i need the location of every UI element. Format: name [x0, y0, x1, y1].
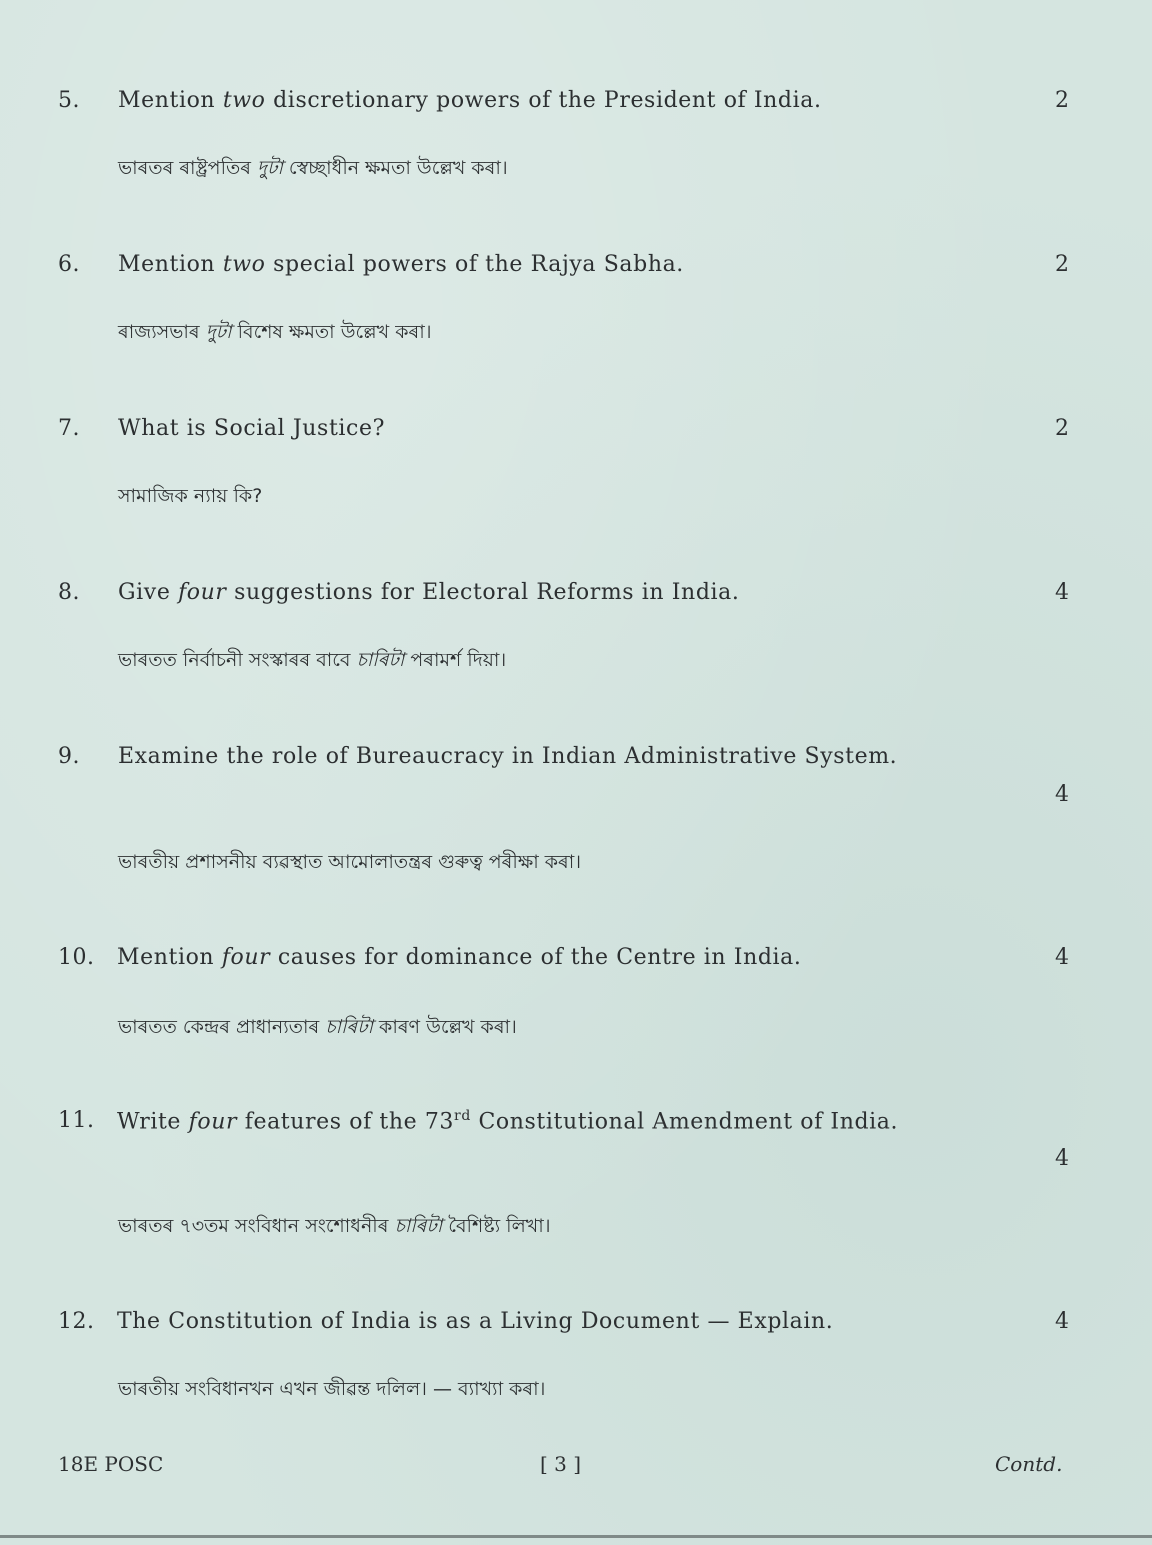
question-marks: 4 — [1055, 782, 1069, 807]
question-marks: 2 — [1055, 416, 1069, 441]
question-text-assamese: ৰাজ্যসভাৰ দুটা বিশেষ ক্ষমতা উল্লেখ কৰা। — [118, 321, 432, 343]
question-number: 12. — [58, 1309, 95, 1334]
question-text-assamese: ভাৰতীয় প্ৰশাসনীয় ব্যৱস্থাত আমোলাতন্ত্ৰৰ গুৰুত্ব পৰীক্ষা কৰা। — [118, 851, 582, 873]
question-text-assamese: ভাৰতৰ ৰাষ্ট্ৰপতিৰ দুটা স্বেচ্ছাধীন ক্ষমতা উল্লেখ কৰা। — [118, 157, 508, 179]
question-marks: 4 — [1055, 580, 1069, 605]
question-text-assamese: ভাৰতীয় সংবিধানখন এখন জীৱন্ত দলিল। — ব্যাখ্যা কৰা। — [118, 1378, 546, 1400]
question-text-assamese: সামাজিক ন্যায় কি? — [118, 485, 263, 507]
question-text-english: Examine the role of Bureaucracy in Indian Administrative System. — [118, 744, 898, 769]
paper-code: 18E POSC — [58, 1452, 164, 1476]
question-text-english: Mention four causes for dominance of the Centre in India. — [117, 945, 802, 970]
page-number: [ 3 ] — [540, 1452, 582, 1476]
question-number: 9. — [58, 744, 80, 769]
question-text-english: Mention two special powers of the Rajya Sabha. — [118, 252, 684, 277]
question-number: 5. — [58, 88, 80, 113]
question-marks: 4 — [1055, 1146, 1069, 1171]
question-marks: 2 — [1055, 252, 1069, 277]
question-text-english: Write four features of the 73rd Constitutional Amendment of India. — [117, 1108, 899, 1135]
question-text-english: Give four suggestions for Electoral Reforms in India. — [118, 580, 740, 605]
question-text-assamese: ভাৰতত নিৰ্বাচনী সংস্কাৰৰ বাবে চাৰিটা পৰামৰ্শ দিয়া। — [118, 649, 507, 671]
question-text-assamese: ভাৰতৰ ৭৩তম সংবিধান সংশোধনীৰ চাৰিটা বৈশিষ্ট্য লিখা। — [118, 1215, 551, 1237]
question-number: 10. — [58, 945, 95, 970]
question-number: 8. — [58, 580, 80, 605]
question-text-english: What is Social Justice? — [118, 416, 385, 441]
question-text-english: The Constitution of India is as a Living Document — Explain. — [117, 1309, 834, 1334]
continued-label: Contd. — [995, 1452, 1063, 1476]
question-text-english: Mention two discretionary powers of the President of India. — [118, 88, 822, 113]
question-number: 6. — [58, 252, 80, 277]
page-edge-divider — [0, 1535, 1152, 1538]
question-marks: 4 — [1055, 945, 1069, 970]
question-number: 11. — [58, 1108, 95, 1133]
question-marks: 4 — [1055, 1309, 1069, 1334]
question-marks: 2 — [1055, 88, 1069, 113]
question-text-assamese: ভাৰতত কেন্দ্ৰৰ প্ৰাধান্যতাৰ চাৰিটা কাৰণ উল্লেখ কৰা। — [118, 1016, 517, 1038]
question-number: 7. — [58, 416, 80, 441]
